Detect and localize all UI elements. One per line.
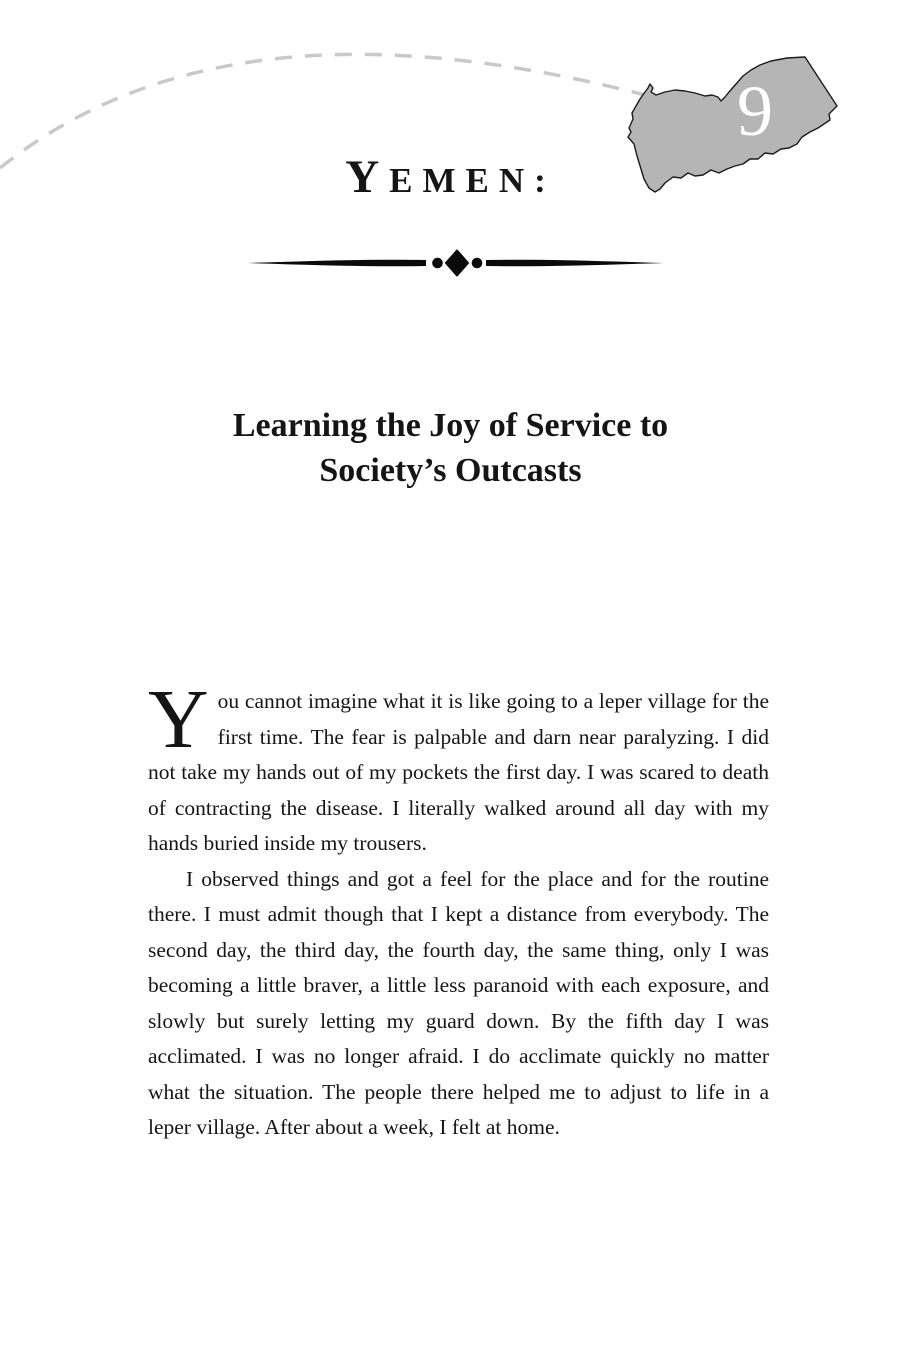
paragraph-2: I observed things and got a feel for the place and for the routine there. I must admit though that I kept a distance from everybody. The second day, the third day, the fourth day, the same thing, only I was becoming a little braver, a little less paranoid with each exposure, and slowly but surely letting my guard down. By the fifth day I was acclimated. I was no longer afraid. I do acclimate quickly no matter what the situation. The people there helped me to adjust to life in a leper village. After about a week, I felt at home. xyxy=(148,866,769,1139)
body-text xyxy=(148,673,769,1146)
paragraph-1 xyxy=(148,673,769,862)
chapter-title-initial: Y xyxy=(345,151,390,203)
drop-cap: Y xyxy=(148,673,209,766)
chapter-title xyxy=(0,151,901,214)
chapter-subtitle xyxy=(0,403,901,493)
divider-left-dot xyxy=(432,258,443,269)
divider-diamond xyxy=(446,251,468,276)
chapter-number: 9 xyxy=(737,71,773,151)
divider-left-rule xyxy=(248,260,426,267)
subtitle-line-2: Society’s Outcasts xyxy=(319,452,582,489)
chapter-title-smallcaps: EMEN: xyxy=(389,161,556,200)
divider-right-rule xyxy=(486,260,664,267)
divider-right-dot xyxy=(472,258,483,269)
paragraph-1-text: ou cannot imagine what it is like going to a leper village for the first time. The fear is palpable and darn near paralyzing. I did not take my hands out of my pockets the first day. I was scared to death of contracting the disease. I literally walked around all day with my hands buried inside my trousers. xyxy=(148,689,769,855)
subtitle-line-1: Learning the Joy of Service to xyxy=(232,407,669,444)
diamond-divider-icon xyxy=(246,248,666,278)
